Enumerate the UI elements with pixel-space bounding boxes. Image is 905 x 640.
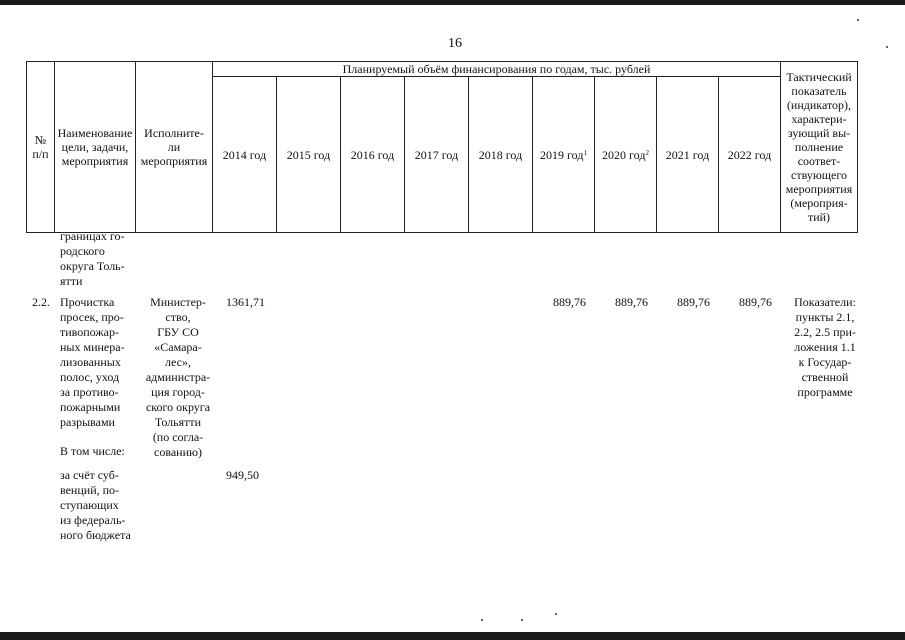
value-2019: 889,76 [553,295,586,309]
header-executor: Исполните- ли мероприятия [136,62,213,233]
scan-speck [555,613,557,615]
subsidy-name: за счёт суб- венций, по- ступающих из федераль- ного бюджета [60,468,131,542]
header-name: Наименование цели, задачи, мероприятия [55,62,136,233]
subsidy-value-2014: 949,50 [226,468,259,482]
header-year: 2020 год$^2$ [595,77,657,233]
page-bottom-border [0,632,905,640]
header-indicator: Тактический показатель (индикатор), характери- зующий вы- полнение соответ- ствующего мероприятия (мероприя- тий) [781,62,858,233]
funding-plan-table [26,61,858,233]
scan-speck [481,619,483,621]
scan-speck [857,19,859,21]
header-year: 2019 год$^1$ [533,77,595,233]
row-number: 2.2. [32,295,50,309]
scan-speck [521,619,523,621]
page-top-border [0,0,905,5]
header-number: № п/п [27,62,55,233]
value-2014: 1361,71 [226,295,265,309]
row-executor: Министер- ство, ГБУ СО «Самара- лес», администра- ция город- ского округа Тольятти (по согла- сованию) [145,295,211,459]
header-year: 2018 год [469,77,533,233]
value-2022: 889,76 [739,295,772,309]
header-year: 2014 год [213,77,277,233]
value-2021: 889,76 [677,295,710,309]
including-label: В том числе: [60,444,125,458]
header-year: 2021 год [657,77,719,233]
page-number: 16 [448,36,462,51]
row-indicator: Показатели: пункты 2.1, 2.2, 2.5 при- ложения 1.1 к Государ- ственной программе [794,295,856,399]
header-funding: Планируемый объём финансирования по годам, тыс. рублей [213,62,781,77]
header-year: 2017 год [405,77,469,233]
header-year: 2022 год [719,77,781,233]
header-year: 2016 год [341,77,405,233]
row-name: Прочистка просек, про- тивопожар- ных минера- лизованных полос, уход за противо- пожарными разрывами [60,295,125,429]
continuation-text: границах го- родского округа Толь- ятти [60,229,125,288]
value-2020: 889,76 [615,295,648,309]
header-year: 2015 год [277,77,341,233]
scan-speck [886,46,888,48]
